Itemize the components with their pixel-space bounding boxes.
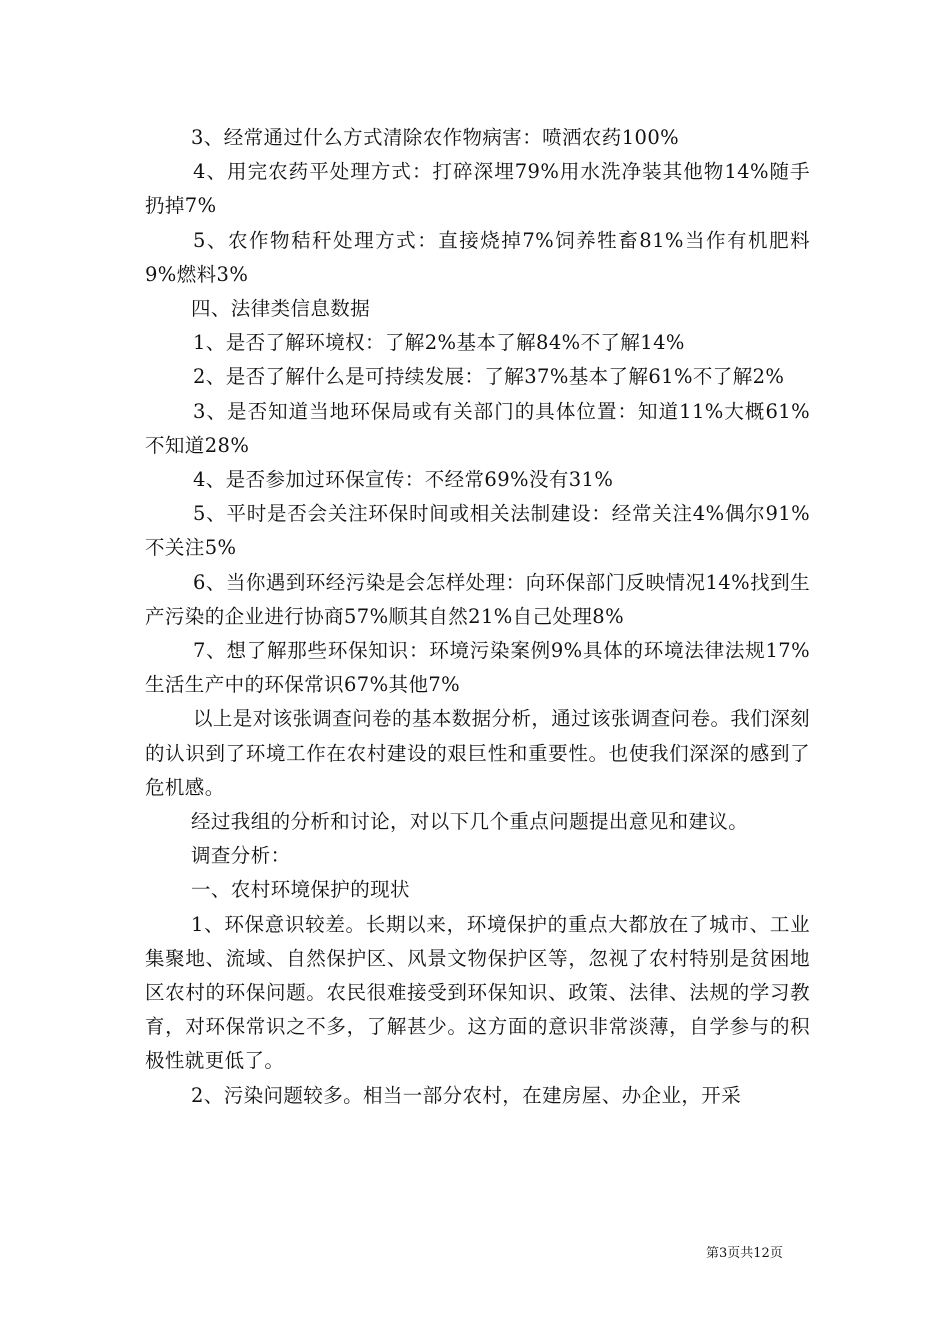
document-body [145, 121, 810, 1113]
paragraph-pollution-response: 6、当你遇到环经污染是会怎样处理：向环保部门反映情况14%找到生产污染的企业进行协商57%顺其自然21%自己处理8% [145, 570, 810, 628]
paragraph-discussion: 经过我组的分析和讨论，对以下几个重点问题提出意见和建议。 [191, 810, 749, 834]
heading-rural-status: 一、农村环境保护的现状 [191, 878, 410, 902]
paragraph-propaganda-participation: 4、是否参加过环保宣传：不经常69%没有31% [193, 468, 614, 492]
paragraph-summary: 以上是对该张调查问卷的基本数据分析，通过该张调查问卷。我们深刻的认识到了环境工作在农村建设的艰巨性和重要性。也使我们深深的感到了危机感。 [145, 707, 810, 799]
heading-survey-analysis: 调查分析： [191, 844, 291, 868]
paragraph-epa-location: 3、是否知道当地环保局或有关部门的具体位置：知道11%大概61%不知道28% [145, 399, 810, 457]
paragraph-knowledge-interest: 7、想了解那些环保知识：环境污染案例9%具体的环境法律法规17%生活生产中的环保常识67%其他7% [145, 639, 810, 697]
paragraph-legal-attention: 5、平时是否会关注环保时间或相关法制建设：经常关注4%偶尔91%不关注5% [145, 502, 810, 560]
page-number-footer: 第3页共12页 [706, 1246, 783, 1261]
paragraph-pollution-problems: 2、污染问题较多。相当一部分农村，在建房屋、办企业，开采 [191, 1083, 742, 1107]
paragraph-pesticide-disposal: 4、用完农药平处理方式：打碎深埋79%用水洗净装其他物14%随手扔掉7% [145, 160, 810, 218]
paragraph-straw-disposal: 5、农作物秸秆处理方式：直接烧掉7%饲养牲畜81%当作有机肥料9%燃料3% [145, 228, 810, 286]
section-heading-legal-data: 四、法律类信息数据 [191, 297, 371, 321]
paragraph-pesticide-method: 3、经常通过什么方式清除农作物病害：喷洒农药100% [191, 126, 680, 149]
paragraph-sustainable-development: 2、是否了解什么是可持续发展：了解37%基本了解61%不了解2% [193, 365, 785, 389]
paragraph-awareness: 1、环保意识较差。长期以来，环境保护的重点大都放在了城市、工业集聚地、流域、自然保护区、风景文物保护区等，忽视了农村特别是贫困地区农村的环保问题。农民很难接受到环保知识、政策、法律、法规的学习教育，对环保常识之不多，了解甚少。这方面的意识非常淡薄，自学参与的积极性就更低了。 [145, 912, 810, 1073]
paragraph-environmental-right: 1、是否了解环境权：了解2%基本了解84%不了解14% [193, 331, 685, 355]
